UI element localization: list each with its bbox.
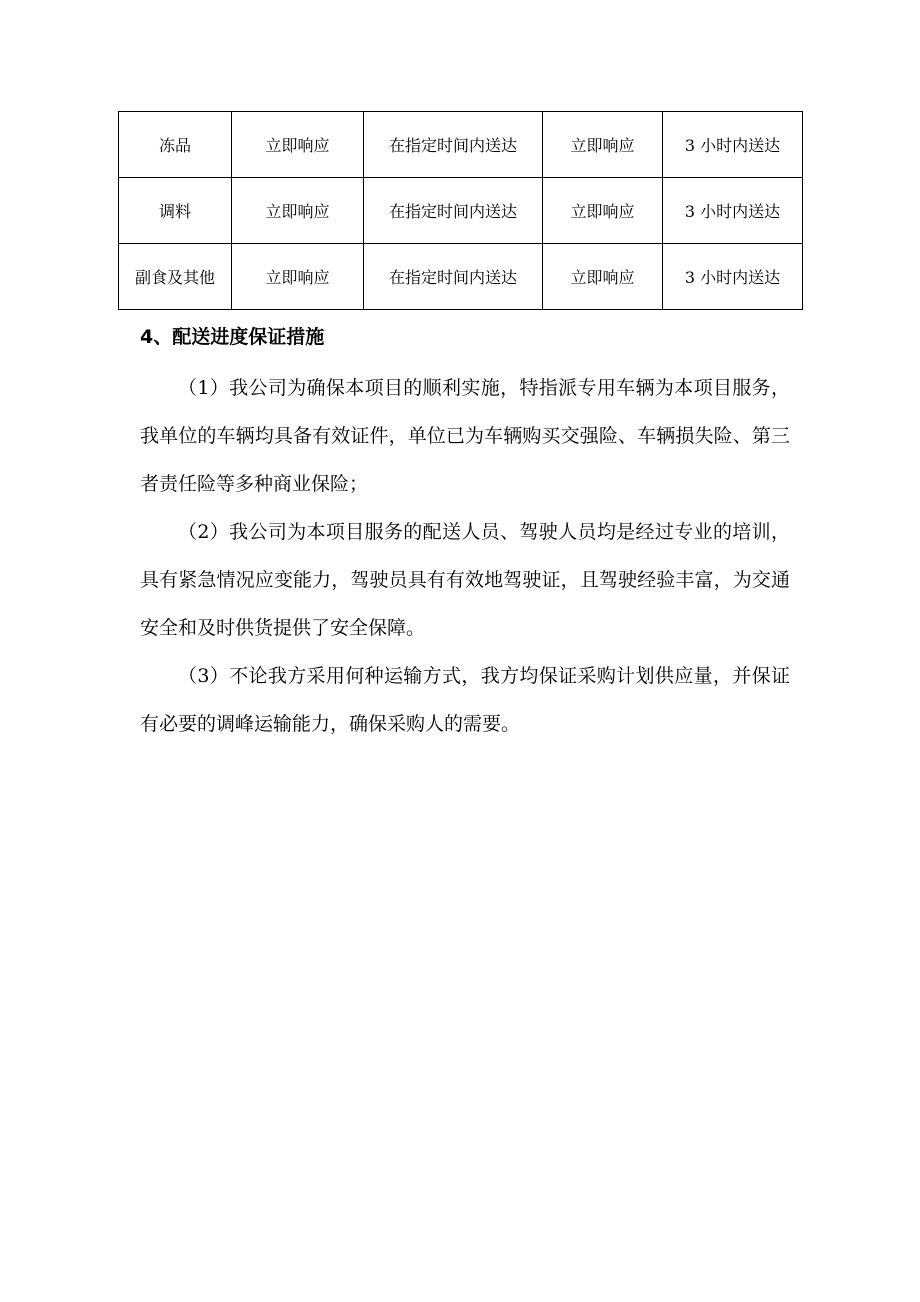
table-cell: 立即响应 [232, 244, 364, 310]
table-cell-category: 调料 [119, 178, 232, 244]
table-cell: 立即响应 [543, 178, 663, 244]
paragraph-3: （3）不论我方采用何种运输方式，我方均保证采购计划供应量，并保证有必要的调峰运输能力，确保采购人的需要。 [140, 665, 790, 735]
table-cell-category: 副食及其他 [119, 244, 232, 310]
table-cell: 在指定时间内送达 [364, 112, 543, 178]
table-cell: 3 小时内送达 [663, 112, 803, 178]
table-cell: 3 小时内送达 [663, 244, 803, 310]
paragraph-1: （1）我公司为确保本项目的顺利实施，特指派专用车辆为本项目服务，我单位的车辆均具备有效证件，单位已为车辆购买交强险、车辆损失险、第三者责任险等多种商业保险； [140, 377, 790, 495]
table-cell: 在指定时间内送达 [364, 178, 543, 244]
section-heading: 4、配送进度保证措施 [140, 326, 325, 348]
table-row [119, 178, 803, 244]
delivery-response-table [118, 111, 803, 310]
table-cell: 立即响应 [543, 112, 663, 178]
table-cell: 立即响应 [543, 244, 663, 310]
table-cell: 3 小时内送达 [663, 178, 803, 244]
table-row [119, 244, 803, 310]
table-cell: 立即响应 [232, 178, 364, 244]
table-cell: 在指定时间内送达 [364, 244, 543, 310]
table-cell: 立即响应 [232, 112, 364, 178]
paragraph-2: （2）我公司为本项目服务的配送人员、驾驶人员均是经过专业的培训，具有紧急情况应变能力，驾驶员具有有效地驾驶证，且驾驶经验丰富，为交通安全和及时供货提供了安全保障。 [140, 521, 790, 639]
table-cell-category: 冻品 [119, 112, 232, 178]
table-row [119, 112, 803, 178]
